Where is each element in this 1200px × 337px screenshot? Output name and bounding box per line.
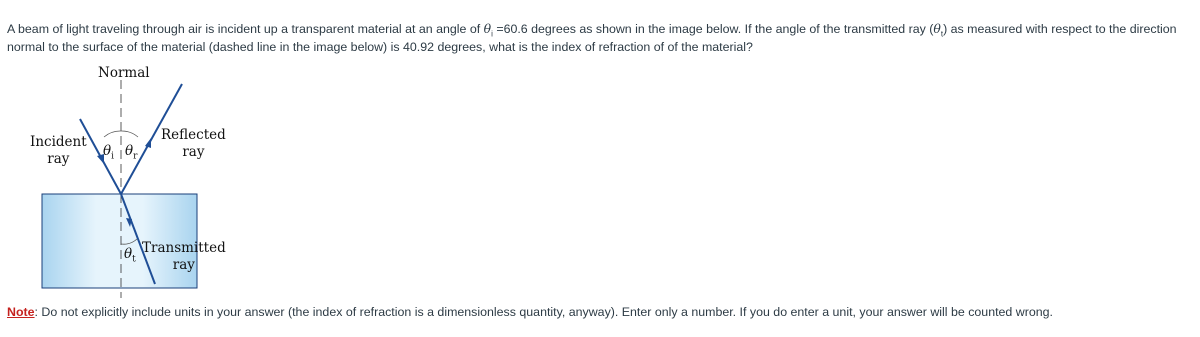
incident-label-line-2: ray (47, 151, 70, 167)
note-text (7, 305, 1053, 319)
theta-r-glyph-sub: r (133, 151, 138, 162)
reflected-label-line-1: Reflected (161, 127, 226, 143)
reflected-arrowhead (145, 138, 151, 148)
transmitted-label-line-2: ray (172, 257, 195, 273)
theta-t-subscript: t (940, 29, 944, 39)
transmitted-ray-label (142, 240, 226, 274)
theta-r-label (125, 143, 137, 162)
theta-i-label (103, 143, 114, 162)
reflected-ray-label (161, 127, 226, 161)
theta-t-label (124, 246, 136, 265)
theta-t-glyph-sub: t (132, 254, 136, 265)
question-part-3: ) as measured with respect to the direction normal to the surface of the material (dashed line in the image below) is 40.92 degrees, what is the index of refraction of of the material? (7, 22, 1177, 54)
theta-t-symbol: θ (933, 21, 941, 36)
note-label: Note (7, 305, 35, 319)
reflected-label-line-2: ray (182, 144, 205, 160)
theta-i-arc (104, 131, 121, 137)
refraction-figure (0, 0, 260, 337)
theta-i-glyph: θ (103, 143, 112, 159)
theta-t-glyph: θ (124, 246, 133, 262)
incident-ray-label (30, 134, 87, 168)
theta-i-glyph-sub: i (111, 151, 115, 162)
normal-label: Normal (98, 65, 150, 81)
theta-i-subscript: i (491, 29, 493, 39)
transmitted-label-line-1: Transmitted (142, 240, 226, 256)
theta-i-symbol: θ (483, 21, 492, 36)
question-part-1: A beam of light traveling through air is incident up a transparent material at an angle of (7, 22, 484, 36)
note-body: : Do not explicitly include units in your answer (the index of refraction is a dimensionless quantity, anyway). Enter only a number. If you do enter a unit, your answer will be counted wrong. (34, 305, 1053, 319)
question-part-2: =60.6 degrees as shown in the image below. If the angle of the transmitted ray ( (492, 22, 934, 36)
theta-r-glyph: θ (125, 143, 134, 159)
theta-r-arc (121, 131, 138, 137)
refraction-diagram (0, 0, 260, 337)
incident-label-line-1: Incident (30, 134, 87, 150)
